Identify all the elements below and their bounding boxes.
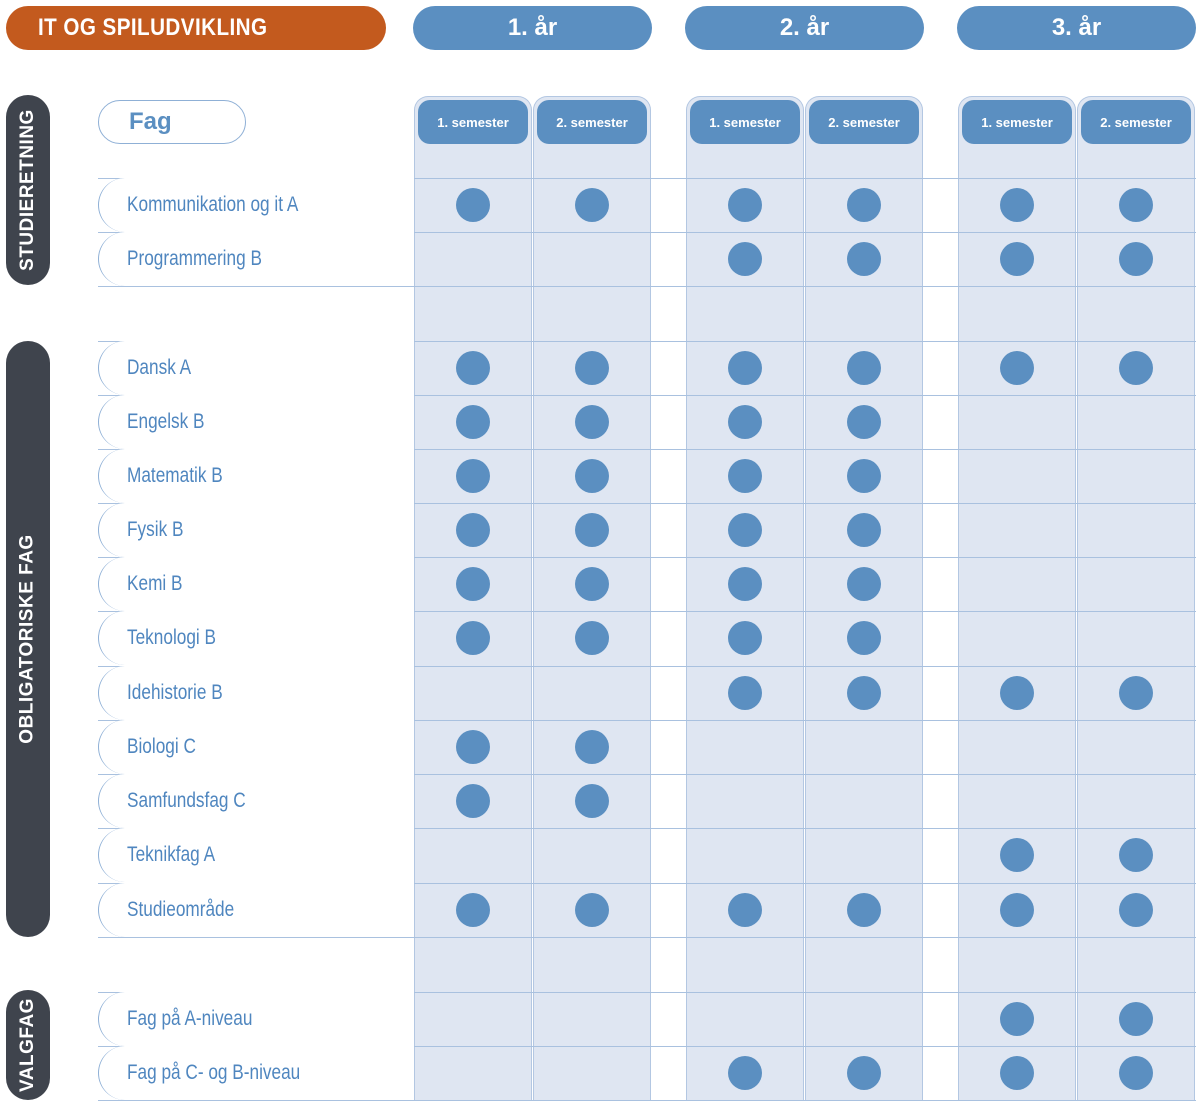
enrollment-dot [575, 893, 609, 927]
subject-name: Studieområde [127, 898, 235, 921]
subject-label [98, 828, 414, 882]
semester-header: 1. semester [962, 100, 1072, 144]
enrollment-dot [847, 1056, 881, 1090]
enrollment-dot [456, 893, 490, 927]
subject-label [98, 178, 414, 232]
enrollment-dot [456, 567, 490, 601]
enrollment-dot [1000, 188, 1034, 222]
subject-name: Biologi C [127, 735, 196, 758]
enrollment-dot [1000, 838, 1034, 872]
subject-label [98, 720, 414, 774]
subject-name: Programmering B [127, 247, 262, 270]
enrollment-dot [728, 405, 762, 439]
enrollment-dot [847, 621, 881, 655]
enrollment-dot [847, 893, 881, 927]
subject-label [98, 1046, 414, 1100]
year-header: 2. år [685, 6, 924, 50]
enrollment-dot [1000, 242, 1034, 276]
category-name: STUDIERETNING [17, 109, 38, 271]
subject-name: Teknikfag A [127, 843, 216, 866]
row-divider [98, 286, 1196, 287]
subject-name: Teknologi B [127, 626, 217, 649]
category-label [6, 990, 50, 1100]
enrollment-dot [847, 351, 881, 385]
subject-label [98, 341, 414, 395]
subject-label [98, 611, 414, 665]
enrollment-dot [1000, 351, 1034, 385]
subject-label [98, 232, 414, 286]
enrollment-dot [1119, 676, 1153, 710]
enrollment-dot [575, 513, 609, 547]
semester-header: 2. semester [537, 100, 647, 144]
row-divider [98, 1100, 1196, 1101]
enrollment-dot [456, 459, 490, 493]
enrollment-dot [847, 242, 881, 276]
fag-header: Fag [98, 100, 246, 144]
enrollment-dot [575, 621, 609, 655]
category-name: VALGFAG [17, 998, 38, 1092]
enrollment-dot [847, 676, 881, 710]
enrollment-dot [1119, 1056, 1153, 1090]
enrollment-dot [456, 730, 490, 764]
enrollment-dot [728, 567, 762, 601]
enrollment-dot [728, 459, 762, 493]
enrollment-dot [456, 621, 490, 655]
subject-name: Fysik B [127, 518, 184, 541]
subject-name: Idehistorie B [127, 681, 223, 704]
enrollment-dot [1119, 893, 1153, 927]
enrollment-dot [1000, 1002, 1034, 1036]
enrollment-dot [1000, 676, 1034, 710]
subject-name: Kommunikation og it A [127, 193, 299, 216]
enrollment-dot [456, 351, 490, 385]
enrollment-dot [728, 893, 762, 927]
enrollment-dot [847, 459, 881, 493]
subject-name: Samfundsfag C [127, 789, 246, 812]
enrollment-dot [728, 513, 762, 547]
enrollment-dot [728, 1056, 762, 1090]
subject-name: Matematik B [127, 464, 223, 487]
semester-header: 2. semester [1081, 100, 1191, 144]
enrollment-dot [847, 188, 881, 222]
enrollment-dot [1000, 1056, 1034, 1090]
subject-label [98, 449, 414, 503]
enrollment-dot [1119, 351, 1153, 385]
year-header: 1. år [413, 6, 652, 50]
enrollment-dot [728, 351, 762, 385]
enrollment-dot [847, 405, 881, 439]
subject-label [98, 774, 414, 828]
enrollment-dot [847, 567, 881, 601]
enrollment-dot [728, 676, 762, 710]
subject-name: Dansk A [127, 356, 192, 379]
subject-label [98, 395, 414, 449]
enrollment-dot [1000, 893, 1034, 927]
subject-name: Kemi B [127, 572, 183, 595]
subject-label [98, 992, 414, 1046]
subject-name: Fag på C- og B-niveau [127, 1061, 301, 1084]
subject-name: Fag på A-niveau [127, 1007, 253, 1030]
enrollment-dot [1119, 838, 1153, 872]
enrollment-dot [1119, 242, 1153, 276]
enrollment-dot [575, 459, 609, 493]
enrollment-dot [575, 567, 609, 601]
semester-header: 1. semester [418, 100, 528, 144]
enrollment-dot [575, 730, 609, 764]
enrollment-dot [456, 188, 490, 222]
enrollment-dot [456, 513, 490, 547]
enrollment-dot [1119, 188, 1153, 222]
enrollment-dot [728, 621, 762, 655]
category-label [6, 95, 50, 285]
program-title: IT OG SPILUDVIKLING [6, 6, 386, 50]
semester-header: 1. semester [690, 100, 800, 144]
subject-label [98, 883, 414, 937]
enrollment-dot [728, 242, 762, 276]
subject-name: Engelsk B [127, 410, 205, 433]
category-label [6, 341, 50, 937]
enrollment-dot [1119, 1002, 1153, 1036]
row-divider [98, 937, 1196, 938]
subject-label [98, 666, 414, 720]
enrollment-dot [728, 188, 762, 222]
enrollment-dot [456, 784, 490, 818]
subject-label [98, 503, 414, 557]
category-name: OBLIGATORISKE FAG [17, 534, 39, 744]
semester-header: 2. semester [809, 100, 919, 144]
enrollment-dot [847, 513, 881, 547]
enrollment-dot [575, 188, 609, 222]
year-header: 3. år [957, 6, 1196, 50]
subject-label [98, 557, 414, 611]
enrollment-dot [456, 405, 490, 439]
enrollment-dot [575, 784, 609, 818]
enrollment-dot [575, 405, 609, 439]
enrollment-dot [575, 351, 609, 385]
